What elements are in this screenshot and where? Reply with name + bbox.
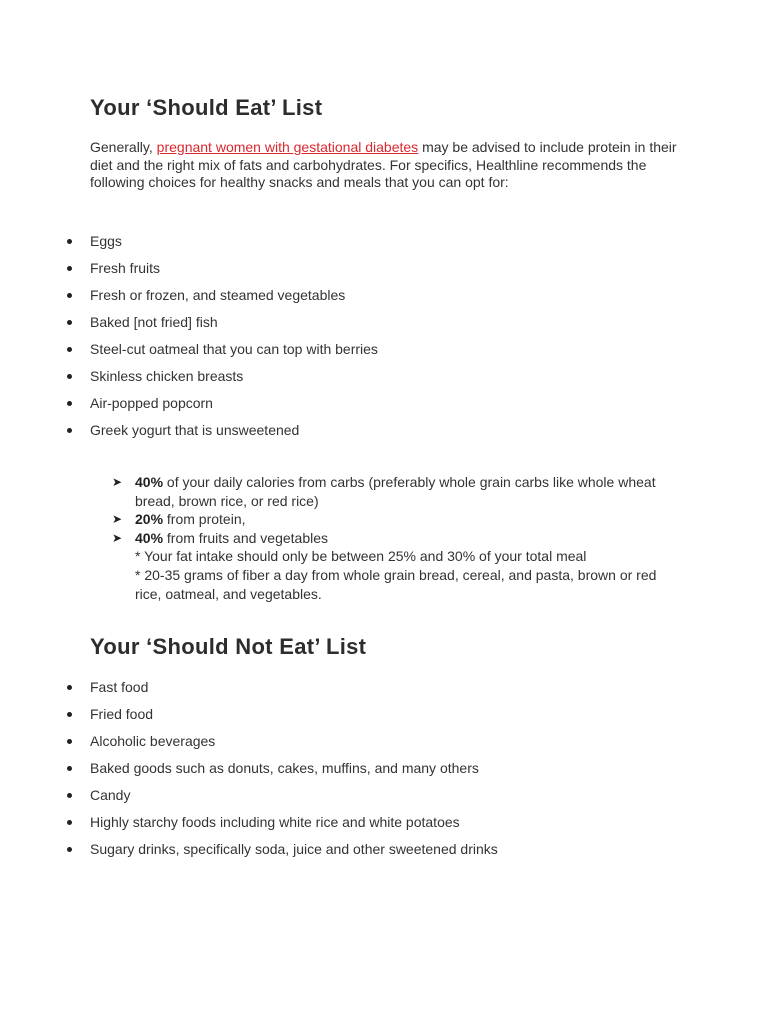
arrow-bullet-icon: ➤: [112, 530, 123, 545]
bullet-icon: [67, 766, 72, 771]
list-item-text: Alcoholic beverages: [90, 733, 216, 749]
list-item: [0, 786, 768, 813]
should-eat-list: [0, 232, 768, 448]
should-eat-heading: Your ‘Should Eat’ List: [90, 95, 323, 120]
list-item: [0, 232, 768, 259]
list-item: [0, 394, 768, 421]
bullet-icon: [67, 712, 72, 717]
list-item: [0, 705, 768, 732]
macro-percent: 40%: [135, 474, 164, 490]
list-item: [0, 286, 768, 313]
should-not-eat-heading: Your ‘Should Not Eat’ List: [90, 634, 367, 659]
list-item-text: Steel-cut oatmeal that you can top with berries: [90, 341, 378, 357]
list-item: [0, 313, 768, 340]
list-item-text: Fresh or frozen, and steamed vegetables: [90, 287, 346, 303]
list-item: [0, 759, 768, 786]
list-item-text: Air-popped popcorn: [90, 395, 213, 411]
list-item: [0, 259, 768, 286]
list-item-text: Skinless chicken breasts: [90, 368, 244, 384]
bullet-icon: [67, 428, 72, 433]
list-item: [0, 367, 768, 394]
bullet-icon: [67, 374, 72, 379]
bullet-icon: [67, 685, 72, 690]
macro-row-protein: [112, 510, 672, 529]
macro-text: from protein,: [163, 511, 246, 528]
bullet-icon: [67, 293, 72, 298]
bullet-icon: [67, 320, 72, 325]
bullet-icon: [67, 347, 72, 352]
macro-text: from fruits and vegetables: [163, 529, 329, 546]
bullet-icon: [67, 820, 72, 825]
list-item-text: Baked goods such as donuts, cakes, muffins, and many others: [90, 760, 479, 776]
list-item: [0, 421, 768, 448]
list-item: [0, 678, 768, 705]
list-item-text: Highly starchy foods including white rice and white potatoes: [90, 814, 460, 830]
bullet-icon: [67, 739, 72, 744]
arrow-bullet-icon: ➤: [112, 512, 123, 527]
macro-percent: 40%: [135, 529, 164, 546]
fat-intake-note: * Your fat intake should only be between 25% and 30% of your total meal: [135, 548, 587, 565]
intro-text-start: Generally,: [90, 139, 157, 155]
list-item-text: Candy: [90, 787, 131, 803]
gestational-diabetes-link[interactable]: pregnant women with gestational diabetes: [156, 139, 419, 155]
list-item: [0, 732, 768, 759]
list-item-text: Fast food: [90, 679, 149, 695]
intro-paragraph: [90, 139, 680, 192]
bullet-icon: [67, 847, 72, 852]
list-item: [0, 840, 768, 867]
list-item-text: Baked [not fried] fish: [90, 314, 218, 330]
list-item: [0, 340, 768, 367]
bullet-icon: [67, 793, 72, 798]
bullet-icon: [67, 239, 72, 244]
macro-row-fruits-vegetables: [112, 529, 672, 548]
fiber-note: * 20-35 grams of fiber a day from whole grain bread, cereal, and pasta, brown or red rice, oatmeal, and vegetables.: [135, 566, 657, 602]
list-item-text: Fried food: [90, 706, 154, 722]
arrow-bullet-icon: ➤: [112, 475, 123, 489]
list-item: [0, 813, 768, 840]
list-item-text: Fresh fruits: [90, 260, 161, 276]
list-item-text: Greek yogurt that is unsweetened: [90, 422, 300, 438]
list-item-text: Eggs: [90, 233, 122, 249]
macro-row-carbs: [112, 473, 672, 510]
bullet-icon: [67, 266, 72, 271]
macro-text: of your daily calories from carbs (preferably whole grain carbs like whole wheat bread, brown rice, or red rice): [135, 474, 656, 509]
bullet-icon: [67, 401, 72, 406]
intro-text-end: may be advised to include protein in their diet and the right mix of fats and carbohydrates. For specifics, Healthline recommends the following choices for healthy snacks and meals that you can opt for:: [90, 139, 677, 190]
list-item-text: Sugary drinks, specifically soda, juice and other sweetened drinks: [90, 841, 498, 857]
macro-percent: 20%: [135, 511, 164, 528]
should-not-eat-list: [0, 678, 768, 867]
macro-breakdown: [112, 473, 672, 603]
